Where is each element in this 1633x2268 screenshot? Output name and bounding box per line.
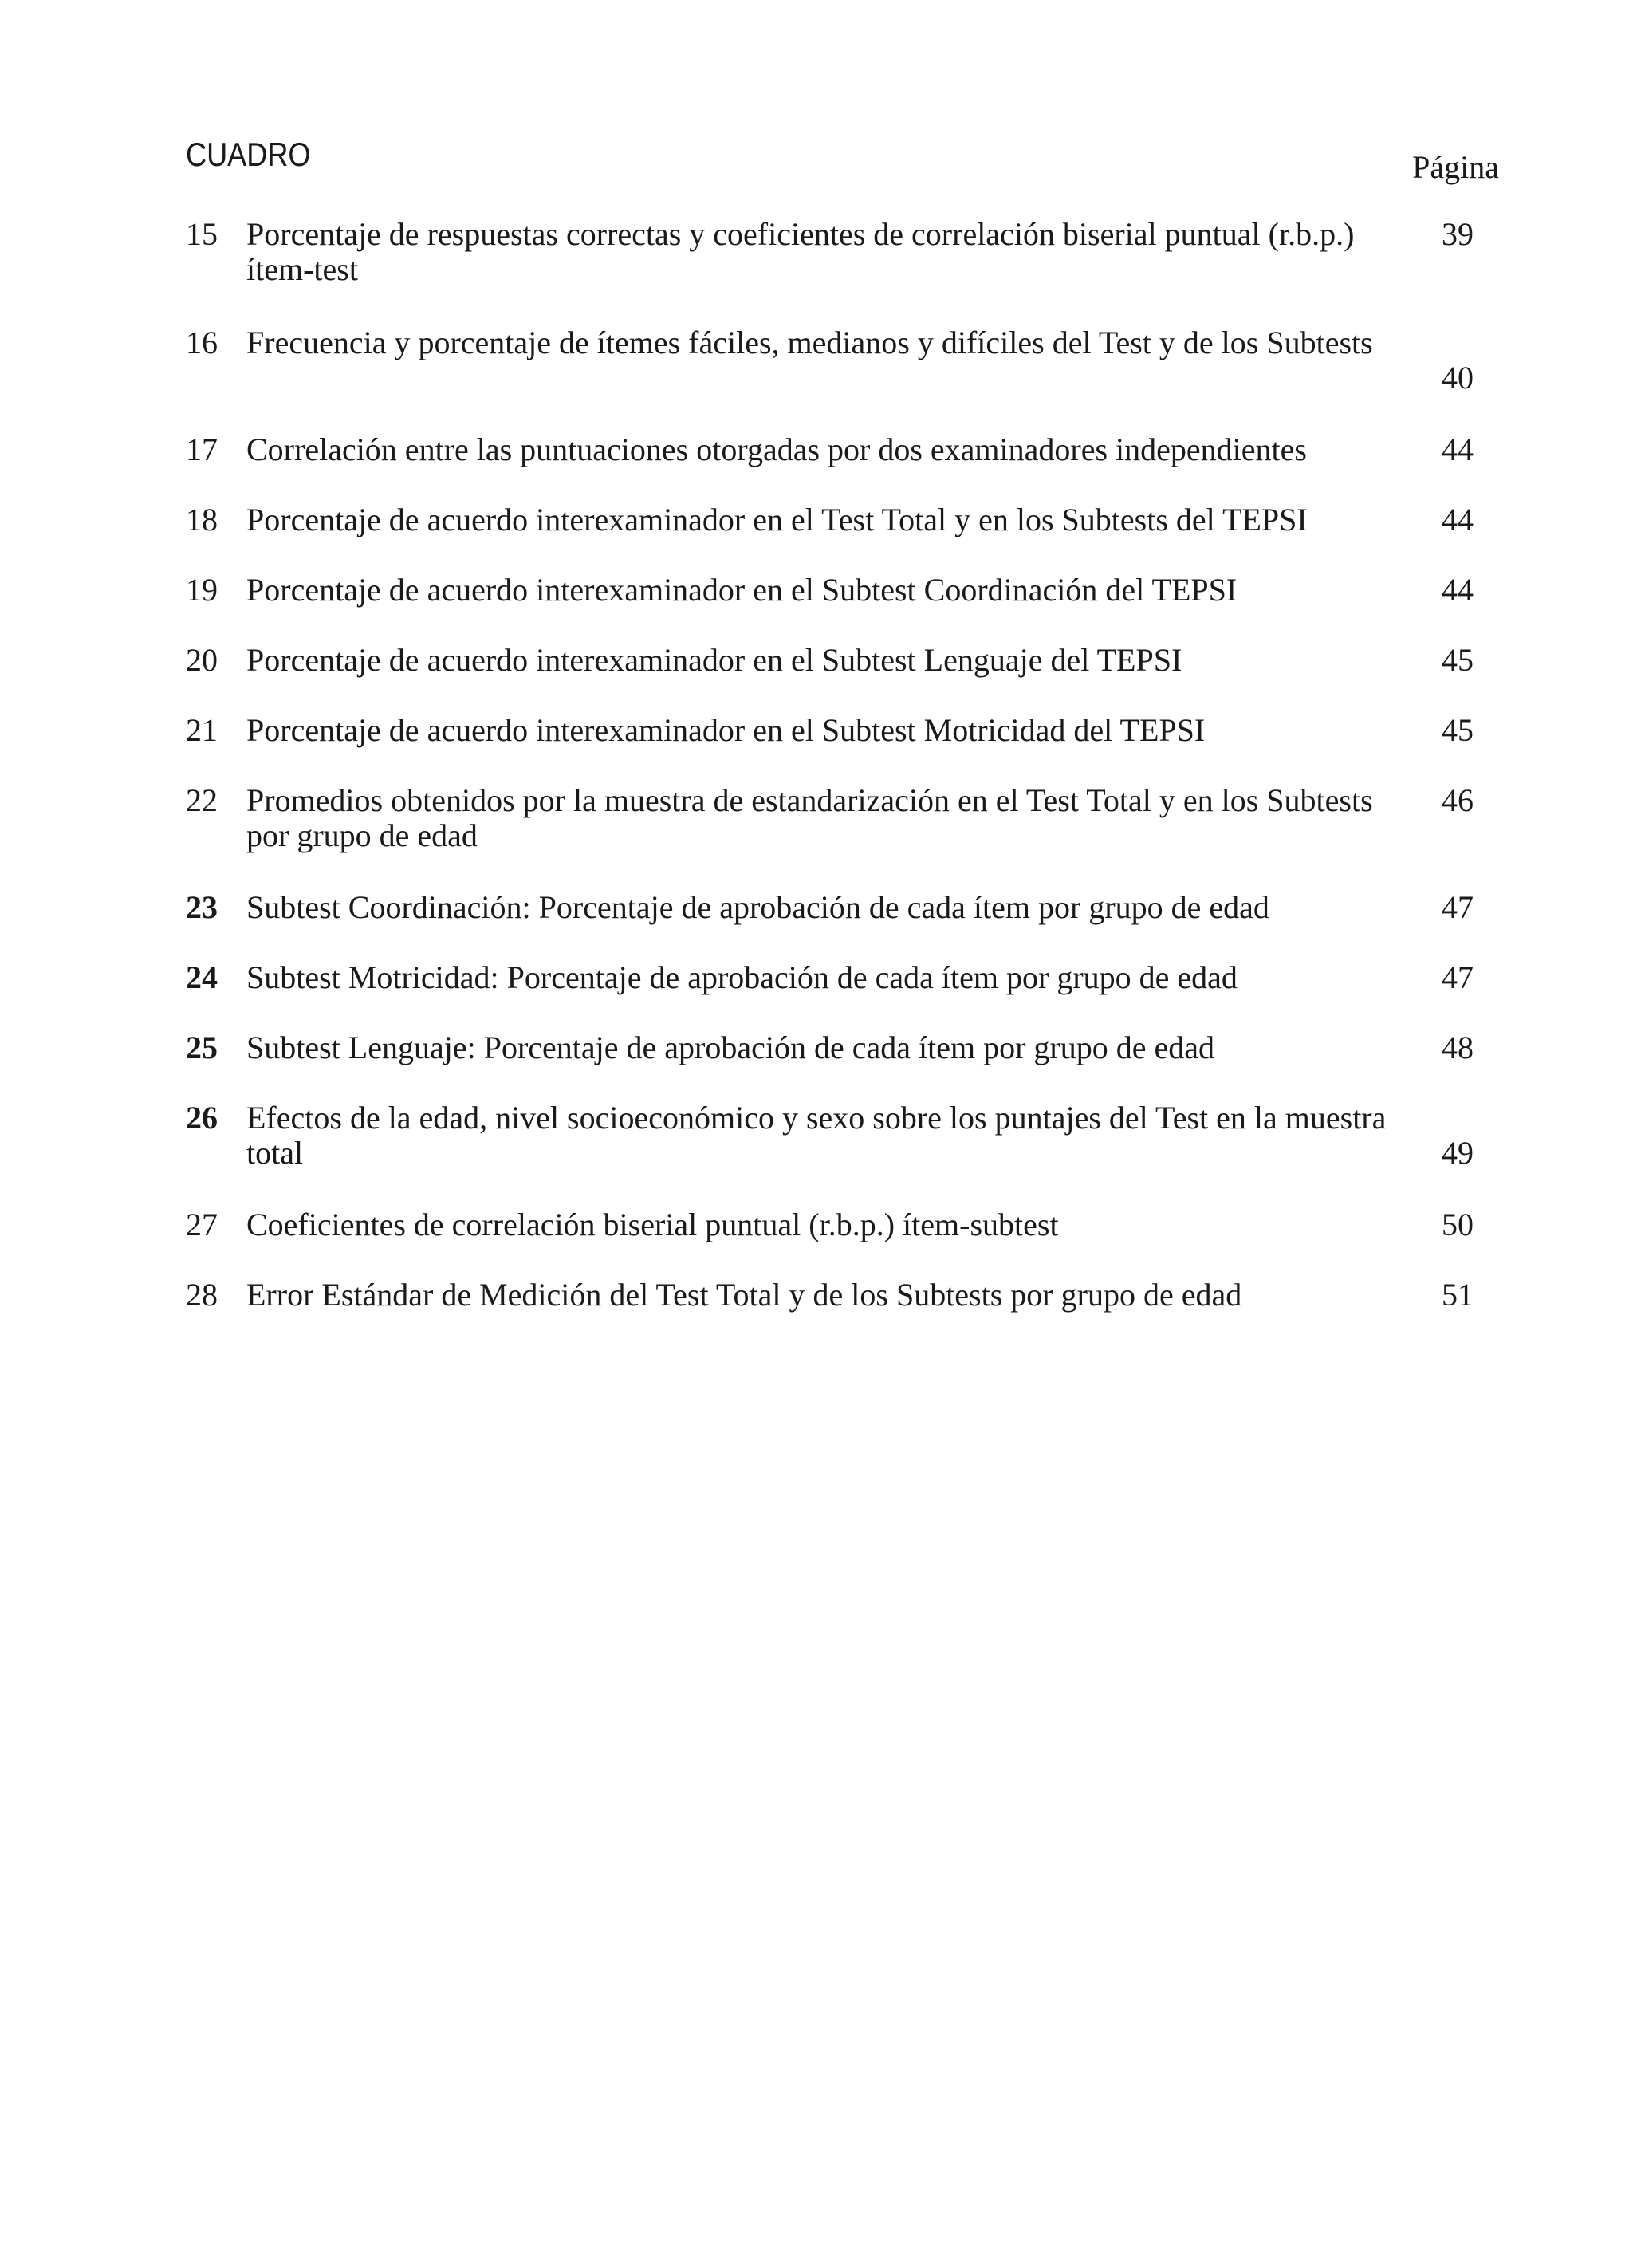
entry-number: 18 xyxy=(186,502,218,537)
entry-page: 48 xyxy=(1442,1030,1474,1065)
entry-page: 47 xyxy=(1442,889,1474,925)
entry-number: 24 xyxy=(186,959,218,995)
entry-page: 49 xyxy=(1442,1135,1474,1171)
entry-page: 45 xyxy=(1442,642,1474,678)
entry-page: 44 xyxy=(1442,502,1474,537)
entry-title: Porcentaje de acuerdo interexaminador en el Subtest Motricidad del TEPSI xyxy=(246,712,1206,748)
entry-number: 19 xyxy=(186,572,218,608)
entry-number: 28 xyxy=(186,1277,218,1313)
entry-page: 44 xyxy=(1442,431,1474,467)
entry-number: 15 xyxy=(186,216,218,252)
entry-title: Frecuencia y porcentaje de ítemes fáciles, medianos y difíciles del Test y de los Subtests xyxy=(246,325,1373,360)
entry-page: 51 xyxy=(1442,1277,1474,1313)
entry-number: 27 xyxy=(186,1207,218,1242)
entry-number: 21 xyxy=(186,712,218,748)
entry-page: 46 xyxy=(1442,782,1474,818)
entry-page: 44 xyxy=(1442,572,1474,608)
entry-title: Subtest Motricidad: Porcentaje de aprobación de cada ítem por grupo de edad xyxy=(246,959,1238,995)
entry-title: Correlación entre las puntuaciones otorgadas por dos examinadores independientes xyxy=(246,431,1307,467)
entry-number: 25 xyxy=(186,1030,218,1065)
entry-title: Subtest Coordinación: Porcentaje de aprobación de cada ítem por grupo de edad xyxy=(246,889,1269,925)
entry-page: 50 xyxy=(1442,1207,1474,1242)
entry-title: Promedios obtenidos por la muestra de estandarización en el Test Total y en los Subtests por grupo de edad xyxy=(246,782,1373,853)
entry-title: Porcentaje de acuerdo interexaminador en el Subtest Coordinación del TEPSI xyxy=(246,572,1238,608)
entry-number: 22 xyxy=(186,782,218,818)
entry-page: 45 xyxy=(1442,712,1474,748)
entry-page: 47 xyxy=(1442,959,1474,995)
entry-number: 17 xyxy=(186,431,218,467)
entry-title: Porcentaje de respuestas correctas y coeficientes de correlación biserial puntual (r.b.p.) ítem-test xyxy=(246,216,1355,287)
entry-number: 20 xyxy=(186,642,218,678)
page-column-header: Página xyxy=(1412,149,1499,185)
entry-title: Porcentaje de acuerdo interexaminador en el Test Total y en los Subtests del TEPSI xyxy=(246,502,1308,537)
entry-title: Error Estándar de Medición del Test Total y de los Subtests por grupo de edad xyxy=(246,1277,1242,1313)
entry-title: Subtest Lenguaje: Porcentaje de aprobación de cada ítem por grupo de edad xyxy=(246,1030,1214,1065)
entry-page: 39 xyxy=(1442,216,1474,252)
entry-number: 26 xyxy=(186,1100,218,1136)
entry-title: Coeficientes de correlación biserial puntual (r.b.p.) ítem-subtest xyxy=(246,1207,1059,1242)
entry-title: Porcentaje de acuerdo interexaminador en el Subtest Lenguaje del TEPSI xyxy=(246,642,1182,678)
entry-number: 23 xyxy=(186,889,218,925)
entry-page: 40 xyxy=(1442,360,1474,396)
table-list-header: CUADRO xyxy=(186,136,311,173)
entry-title: Efectos de la edad, nivel socioeconómico y sexo sobre los puntajes del Test en la muestra total xyxy=(246,1100,1387,1171)
entry-number: 16 xyxy=(186,325,218,360)
